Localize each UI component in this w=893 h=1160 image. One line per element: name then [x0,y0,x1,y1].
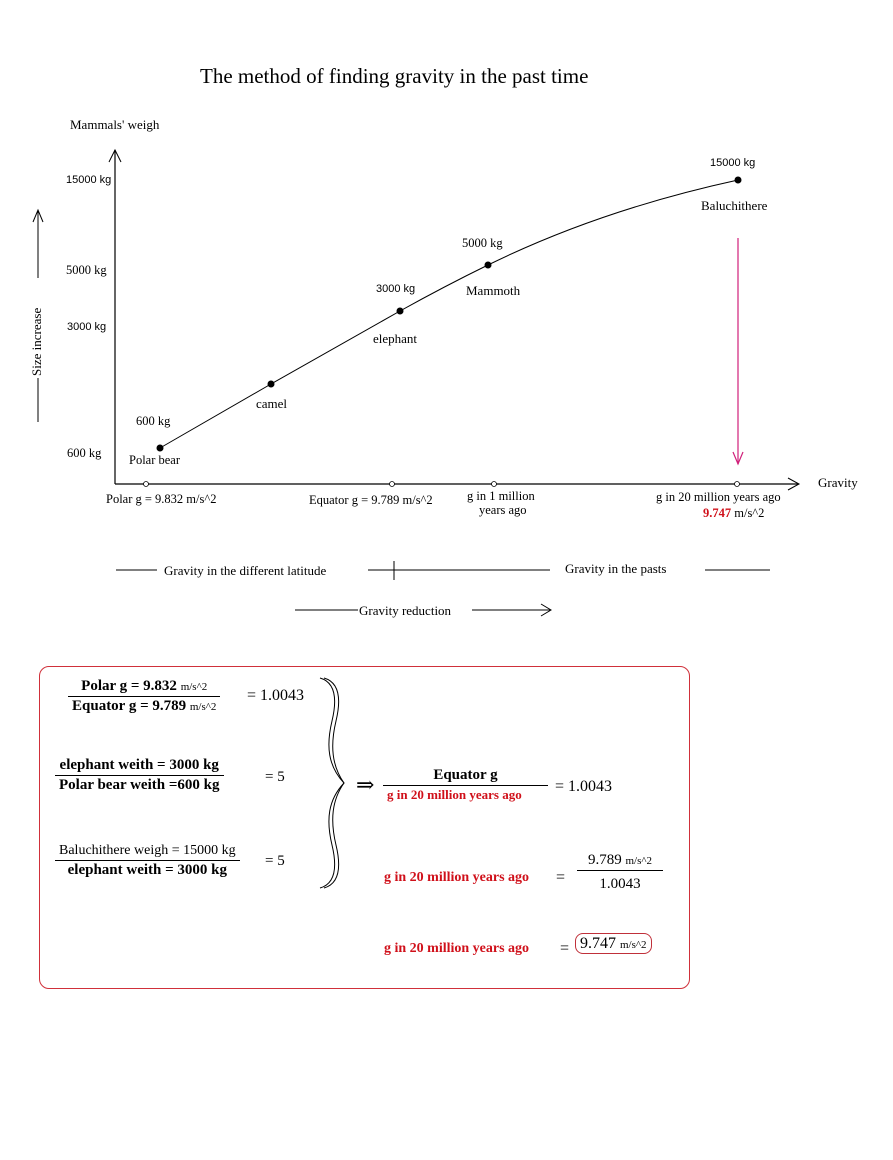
result-value: 9.747 [703,506,732,520]
x-tick-label-equator: Equator g = 9.789 m/s^2 [309,493,433,507]
eq4-numerator: Equator g [383,767,548,786]
weight-curve [160,180,738,448]
y-axis-label: Mammals' weigh [70,117,160,132]
eq4-result: = 1.0043 [555,778,613,795]
elephant-label: elephant [373,331,418,346]
eq2-numerator: elephant weith = 3000 kg [55,757,224,776]
eq5-equals: = [556,869,566,886]
equation-baluchithere-elephant-ratio [55,843,240,879]
equation-elephant-polar-ratio [55,757,224,794]
eq6-unit: m/s^2 [620,939,647,951]
legend-reduction: Gravity reduction [359,603,452,618]
eq5-lhs: g in 20 million years ago [384,870,530,885]
brace-icon [318,676,348,890]
legend-latitude: Gravity in the different latitude [164,563,327,578]
mammoth-weight: 5000 kg [462,236,503,250]
x-tick-equator [390,482,395,487]
eq5-denominator: 1.0043 [599,876,641,892]
baluchithere-weight: 15000 kg [710,157,756,169]
camel-label: camel [256,396,288,411]
eq3-numerator: Baluchithere weigh = 15000 kg [55,843,240,861]
equation-equator-over-past [383,767,548,803]
eq1-numerator: Polar g = 9.832 [81,678,177,694]
eq1-result: = 1.0043 [247,687,305,704]
x-tick-1-million [492,482,497,487]
polar-bear-weight: 600 kg [136,414,171,428]
x-tick-label-1-million-line1: g in 1 million [467,489,535,503]
eq6-answer [575,935,652,953]
eq6-value: 9.747 [580,935,616,952]
eq3-result: = 5 [265,853,285,869]
eq5-numerator: 9.789 [587,852,622,868]
y-tick-600: 600 kg [67,446,102,460]
eq6-equals: = [560,940,570,957]
size-increase-label: Size increase [29,307,44,376]
x-tick-label-1-million-line2: years ago [479,503,527,517]
eq4-denominator: g in 20 million years ago [387,787,522,802]
point-camel [268,381,275,388]
x-tick-20-million [735,482,740,487]
eq2-result: = 5 [265,769,285,785]
equation-gravity-ratio: Polar g = 9.832 m/s^2 Equator g = 9.789 m/s^2 [68,678,220,715]
y-tick-5000: 5000 kg [66,263,107,277]
x-tick-label-20-million-value [703,506,764,521]
implies-icon: ⇒ [356,772,375,797]
page-title: The method of finding gravity in the past time [200,64,589,88]
point-elephant [397,308,404,315]
point-polar-bear [157,445,164,452]
eq5-fraction: $\frac{9.789 m/s\^{}2}{1.0043}$ [577,852,663,893]
eq3-denominator: elephant weith = 3000 kg [67,862,228,878]
baluchithere-label: Baluchithere [701,198,768,213]
eq2-denominator: Polar bear weith =600 kg [59,777,220,793]
eq6-lhs: g in 20 million years ago [384,941,530,956]
y-tick-3000: 3000 kg [67,321,107,333]
x-tick-label-20-million: g in 20 million years ago [656,490,781,504]
x-axis-label: Gravity [818,475,858,490]
y-tick-15000: 15000 kg [66,174,112,186]
polar-bear-label: Polar bear [129,453,181,467]
x-tick-polar [144,482,149,487]
elephant-weight: 3000 kg [376,283,416,295]
mammoth-label: Mammoth [466,283,521,298]
legend-pasts: Gravity in the pasts [565,561,667,576]
eq1-denominator: Equator g = 9.789 [72,698,187,714]
point-baluchithere [735,177,742,184]
result-unit: m/s^2 [734,506,765,520]
x-tick-label-polar: Polar g = 9.832 m/s^2 [106,492,217,506]
point-mammoth [485,262,492,269]
